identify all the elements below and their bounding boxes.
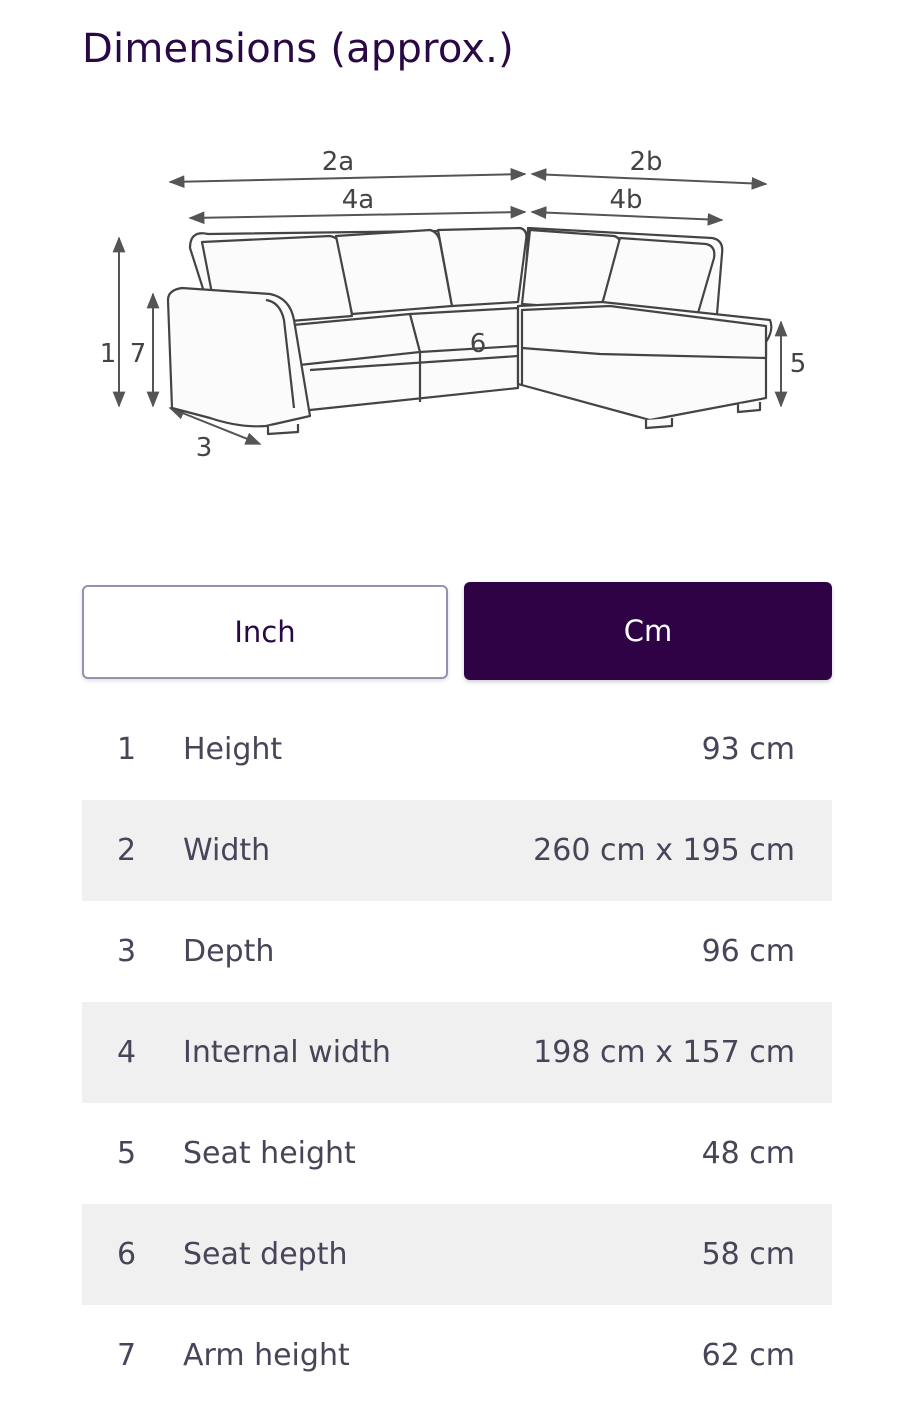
sofa-dimension-diagram [90, 130, 810, 480]
label-2b: 2b [629, 147, 663, 177]
row-number: 7 [117, 1338, 137, 1373]
row-number: 1 [117, 732, 137, 767]
label-7: 7 [129, 339, 147, 369]
label-1: 1 [99, 339, 117, 369]
label-2a: 2a [321, 147, 355, 177]
page-title: Dimensions (approx.) [82, 26, 514, 72]
table-row [82, 1305, 832, 1406]
label-3: 3 [195, 433, 213, 463]
table-row [82, 800, 832, 901]
row-label: Seat height [183, 1136, 356, 1171]
label-5: 5 [789, 349, 807, 379]
table-row [82, 901, 832, 1002]
row-label: Internal width [183, 1035, 391, 1070]
table-row [82, 1103, 832, 1204]
row-label: Width [183, 833, 271, 868]
row-value: 62 cm [701, 1338, 795, 1373]
dimensions-table [82, 699, 832, 1406]
row-value: 93 cm [701, 732, 795, 767]
row-number: 2 [117, 833, 137, 868]
row-label: Depth [183, 934, 275, 969]
row-value: 96 cm [701, 934, 795, 969]
row-label: Seat depth [183, 1237, 348, 1272]
row-value: 198 cm x 157 cm [533, 1035, 795, 1070]
row-value: 58 cm [701, 1237, 795, 1272]
table-row [82, 1002, 832, 1103]
table-row [82, 699, 832, 800]
row-number: 4 [117, 1035, 137, 1070]
label-4a: 4a [341, 185, 375, 215]
row-number: 5 [117, 1136, 137, 1171]
row-label: Arm height [183, 1338, 350, 1373]
row-label: Height [183, 732, 283, 767]
sofa-line-drawing [90, 130, 810, 480]
label-6: 6 [469, 329, 487, 359]
label-4b: 4b [609, 185, 643, 215]
unit-toggle [82, 582, 832, 680]
row-value: 260 cm x 195 cm [533, 833, 795, 868]
row-number: 6 [117, 1237, 137, 1272]
inch-button[interactable]: Inch [82, 585, 448, 679]
row-number: 3 [117, 934, 137, 969]
table-row [82, 1204, 832, 1305]
row-value: 48 cm [701, 1136, 795, 1171]
cm-button[interactable]: Cm [464, 582, 832, 680]
